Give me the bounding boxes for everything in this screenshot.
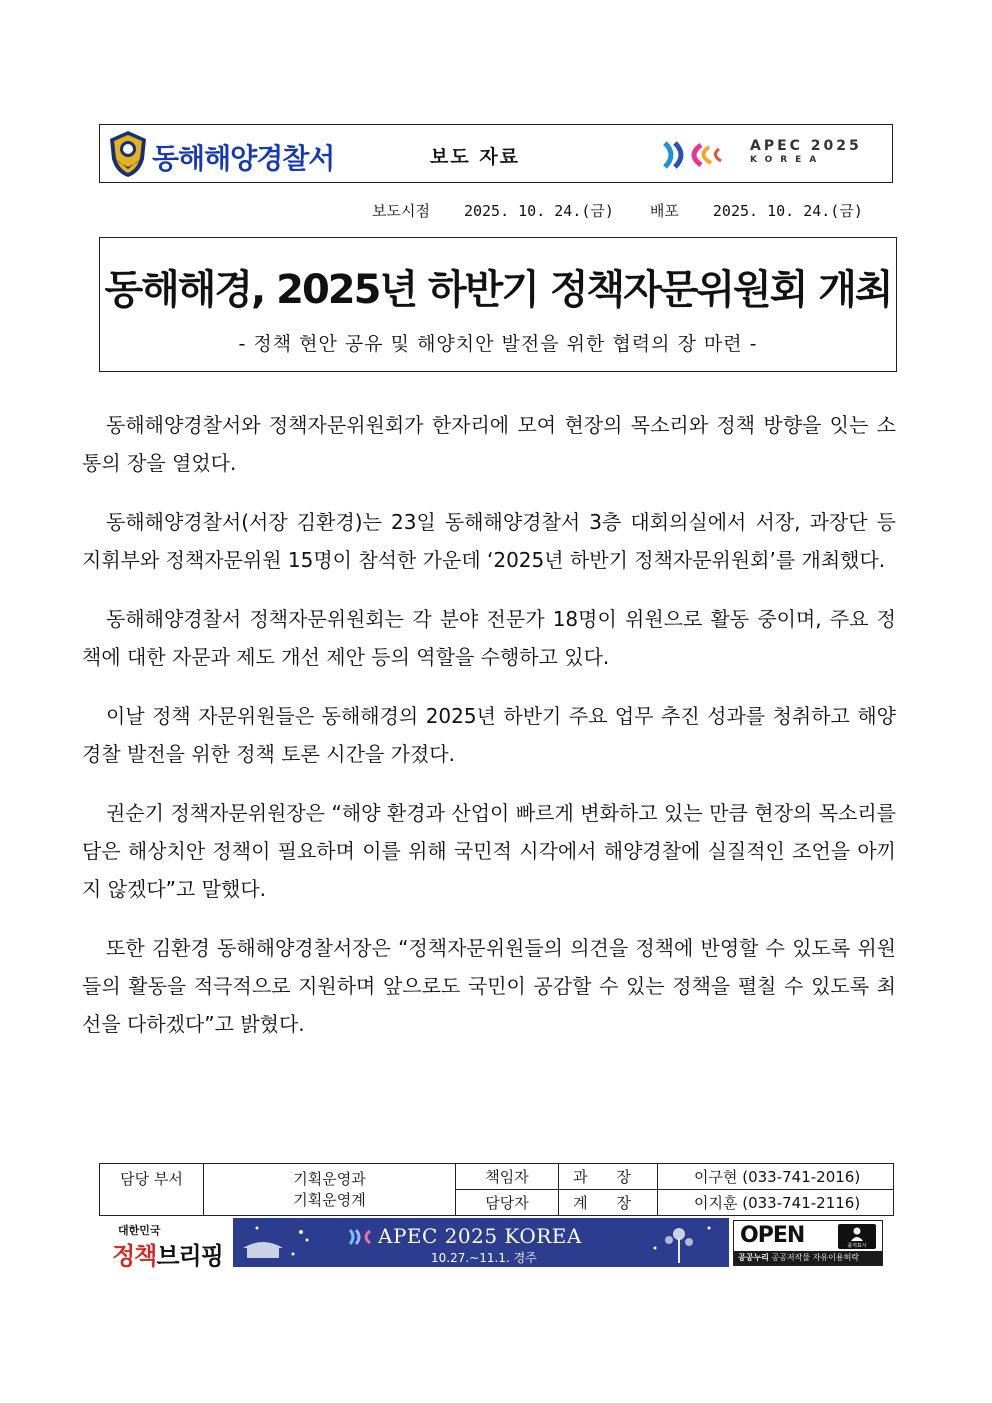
subheadline: - 정책 현안 공유 및 해양치안 발전을 위한 협력의 장 마련 - — [238, 333, 758, 355]
policy-briefing-logo — [112, 1236, 223, 1271]
attribution-badge — [838, 1224, 876, 1249]
press-header — [99, 124, 893, 183]
position-cell: 과 장 — [559, 1164, 658, 1190]
distribution-label: 배포 — [649, 202, 679, 220]
headline: 동해해경, 2025년 하반기 정책자문위원회 개최 — [104, 267, 892, 313]
paragraph: 동해해양경찰서 정책자문위원회는 각 분야 전문가 18명이 위원으로 활동 중이며, 주요 정책에 대한 자문과 제도 개선 제안 등의 역할을 수행하고 있다. — [82, 607, 896, 669]
kogl-open-badge — [733, 1220, 883, 1266]
apec-logo-text — [750, 139, 862, 165]
release-info — [372, 200, 863, 221]
table-row — [100, 1164, 894, 1190]
distribution-value: 2025. 10. 24.(금) — [712, 202, 863, 220]
kogl-name: 공공누리 — [738, 1253, 769, 1262]
contact-person-cell: 이지훈 (033-741-2116) — [658, 1190, 894, 1216]
dept-label: 담당 부서 — [100, 1164, 204, 1216]
role-cell: 책임자 — [456, 1164, 559, 1190]
attribution-label: 출처표시 — [847, 1243, 867, 1249]
paragraph: 이날 정책 자문위원들은 동해해경의 2025년 하반기 주요 업무 추진 성과를 청취하고 해양경찰 발전을 위한 정책 토론 시간을 가졌다. — [82, 704, 896, 766]
contact-table — [99, 1163, 894, 1216]
policy-briefing-a: 정책 — [112, 1242, 157, 1270]
apec-banner-dates: 10.27.~11.1. 경주 — [431, 1251, 537, 1265]
doc-type-label: 보도 자료 — [430, 146, 521, 168]
release-time-value: 2025. 10. 24.(금) — [463, 202, 614, 220]
kogl-caption — [734, 1251, 882, 1265]
coast-guard-emblem-icon — [106, 129, 150, 179]
dept-name-cell — [204, 1164, 456, 1216]
flower-illustration-icon — [639, 1218, 729, 1267]
dept-name: 기획운영과 — [293, 1169, 366, 1188]
paragraph: 동해해양경찰서(서장 김환경)는 23일 동해해양경찰서 3층 대회의실에서 서장, 과장단 등 지휘부와 정책자문위원 15명이 참석한 가운데 ‘2025년 하반기 정책자문위원회’를 개최했다. — [82, 510, 896, 572]
org-name: 동해해양경찰서 — [152, 142, 335, 175]
policy-briefing-b: 브리핑 — [156, 1242, 223, 1270]
paragraph: 권순기 정책자문위원장은 “해양 환경과 산업이 빠르게 변화하고 있는 만큼 현장의 목소리를 담은 해상치안 정책이 필요하며 이를 위해 국민적 시각에서 해양경찰에 실질적인 조언을 아끼지 않겠다”고 말했다. — [82, 801, 896, 901]
article-body — [82, 406, 896, 1064]
apec-emblem-icon — [346, 1226, 376, 1248]
contact-person-cell: 이구현 (033-741-2016) — [658, 1164, 894, 1190]
apec-logo-sub: KOREA — [750, 155, 825, 165]
position-cell: 계 장 — [559, 1190, 658, 1216]
team-name: 기획운영계 — [293, 1190, 366, 1209]
hanok-illustration-icon — [233, 1218, 323, 1267]
apec-banner-title: APEC 2025 KOREA — [378, 1224, 582, 1248]
title-box — [99, 237, 897, 372]
paragraph: 동해해양경찰서와 정책자문위원회가 한자리에 모여 현장의 목소리와 정책 방향을 잇는 소통의 장을 열었다. — [82, 413, 896, 475]
open-text: OPEN — [740, 1223, 805, 1248]
kogl-desc: 공공저작물 자유이용허락 — [771, 1253, 860, 1262]
policy-briefing-top: 대한민국 — [118, 1224, 161, 1237]
release-time-label: 보도시점 — [372, 202, 430, 220]
role-cell: 담당자 — [456, 1190, 559, 1216]
apec-logo-main: APEC 2025 — [750, 138, 862, 154]
person-icon — [838, 1224, 876, 1249]
apec-banner — [233, 1218, 729, 1267]
paragraph: 또한 김환경 동해해양경찰서장은 “정책자문위원들의 의견을 정책에 반영할 수 있도록 위원들의 활동을 적극적으로 지원하며 앞으로도 국민이 공감할 수 있는 정책을 펼칠 수 있도록 최선을 다하겠다”고 밝혔다. — [82, 936, 896, 1036]
